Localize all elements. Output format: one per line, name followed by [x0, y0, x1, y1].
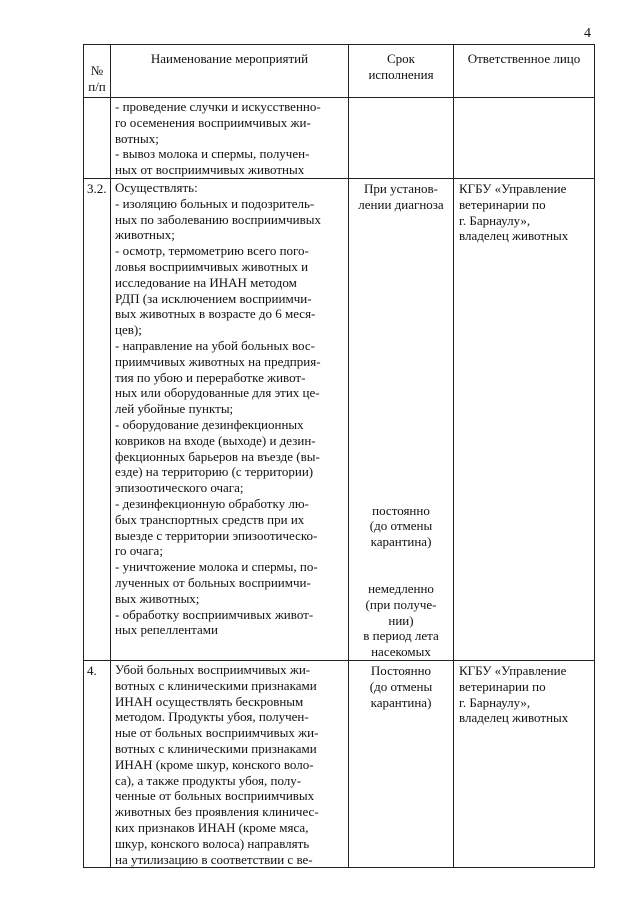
- row-term: Постоянно (до отмены карантина): [369, 662, 433, 710]
- row-text: - проведение случки и искусственно- го осеменения восприимчивых жи- вотных; - вывоз молока и спермы, получен- ных от восприимчивых животных: [115, 99, 321, 178]
- table-row: [84, 178, 595, 660]
- page-number: 4: [584, 26, 591, 41]
- table-row: [84, 98, 595, 179]
- row-resp-cell: [454, 660, 595, 867]
- row-resp: КГБУ «Управление ветеринарии по г. Барнаулу», владелец животных: [459, 662, 569, 726]
- row-resp-cell: [454, 98, 595, 179]
- row-text: Убой больных восприимчивых жи- вотных с клиническими признаками ИНАН осуществлять бескровным методом. Продукты убоя, получен- ные от больных восприимчивых жи- вотных с клиническими признаками ИНАН (кроме шкур, конского воло- са), а также продукты убоя, полу- ченные от больных восприимчивых животных без проявления клиничес- ких признаков ИНАН (кроме мяса, шкур, конского волоса) направлять на утилизацию в соответствии с ве-: [115, 661, 319, 867]
- row-resp-cell: [454, 178, 595, 660]
- row-num: 4.: [84, 660, 111, 867]
- row-text: Осуществлять: - изоляцию больных и подозритель- ных по заболеванию восприимчивых животных; - осмотр, термометрию всего пого- ловья восприимчивых животных и исследование на ИНАН методом РДП (за исключением восприимчи- вых животных в возрасте до 6 меся- цев); - направление на убой больных вос- приимчивых животных на предприя- тия по убою и переработке живот- ных или оборудованные для этих це- лей убойные пункты; - оборудование дезинфекционных ковриков на входе (выходе) и дезин- фекционных барьеров на въезде (вы- езде) на территорию (с территории) эпизоотического очага; - дезинфекционную обработку лю- бых транспортных средств при их выезде с территории эпизоотическо- го очага; - уничтожение молока и спермы, по- лученных от больных восприимчи- вых животных; - обработку восприимчивых живот- ных репеллентами: [115, 179, 321, 638]
- row-text-cell: [111, 178, 349, 660]
- row-term-cell: [349, 98, 454, 179]
- table-row: [84, 660, 595, 867]
- row-text-cell: [111, 98, 349, 179]
- row-term-cell: [349, 178, 454, 660]
- header-responsible: Ответственное лицо: [454, 45, 595, 98]
- measures-table: [83, 44, 595, 868]
- table-header-row: [84, 45, 595, 98]
- header-num-cell: [84, 45, 111, 98]
- header-num: № п/п: [88, 63, 106, 94]
- row-term-diagnosis: При установ- лении диагноза: [358, 180, 444, 212]
- row-resp: КГБУ «Управление ветеринарии по г. Барнаулу», владелец животных: [459, 180, 569, 244]
- row-term-cell: [349, 660, 454, 867]
- row-term-permanent: постоянно (до отмены карантина): [369, 502, 433, 550]
- header-name: Наименование мероприятий: [111, 45, 349, 98]
- row-term-immediately: немедленно (при получе- нии) в период лета насекомых: [363, 580, 439, 660]
- row-num: [84, 98, 111, 179]
- row-num: 3.2.: [84, 178, 111, 660]
- row-text-cell: [111, 660, 349, 867]
- header-term: Срок исполнения: [349, 45, 454, 98]
